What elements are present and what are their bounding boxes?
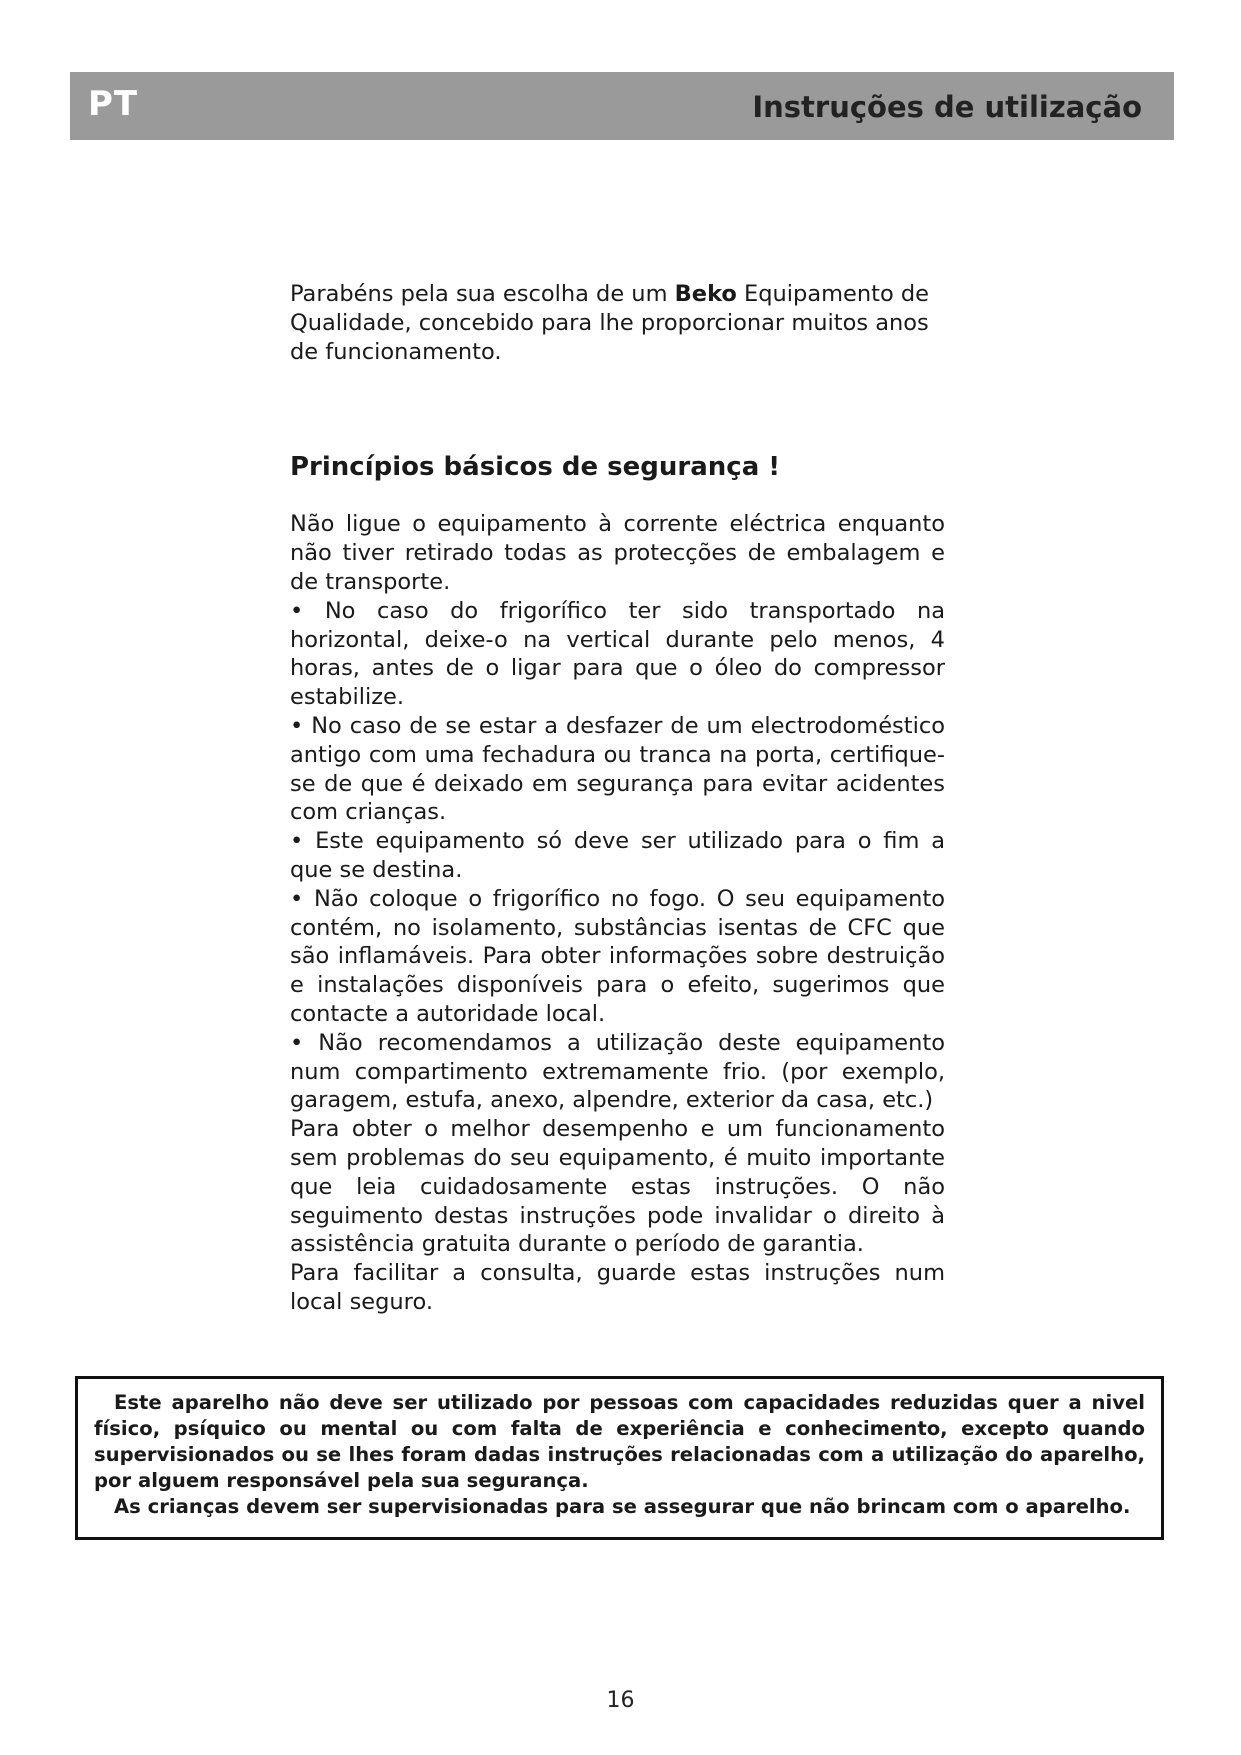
main-content (290, 280, 945, 1317)
document-title: Instruções de utilização (752, 90, 1142, 124)
intro-text-end: Equipamento de Qualidade, concebido para lhe proporcionar muitos anos de funcionamento. (290, 281, 930, 365)
page-number: 16 (606, 1688, 635, 1713)
safety-paragraph: Não ligue o equipamento à corrente eléctrica enquanto não tiver retirado todas as protecções de embalagem e de transporte. (290, 511, 945, 595)
safety-instructions (290, 510, 945, 1316)
safety-bullet: • No caso de se estar a desfazer de um electrodoméstico antigo com uma fechadura ou tranca na porta, certifique-se de que é deixado em segurança para evitar acidentes com crianças. (290, 712, 945, 826)
header-bar (70, 72, 1174, 140)
warning-paragraph: Este aparelho não deve ser utilizado por pessoas com capacidades reduzidas quer a nivel físico, psíquico ou mental ou com falta de experiência e conhecimento, excepto quando supervisionados ou se lhes foram dadas instruções relacionadas com a utilização do aparelho, por alguem responsável pela sua segurança. (94, 1391, 1145, 1492)
safety-bullet: • Este equipamento só deve ser utilizado para o fim a que se destina. (290, 828, 945, 883)
safety-bullet: • Não coloque o frigorífico no fogo. O seu equipamento contém, no isolamento, substâncias isentas de CFC que são inflamáveis. Para obter informações sobre destruição e instalações disponíveis para o efeito, sugerimos que contacte a autoridade local. (290, 885, 945, 1027)
intro-paragraph (290, 280, 945, 366)
warning-box (75, 1376, 1164, 1540)
intro-text-start: Parabéns pela sua escolha de um (290, 281, 675, 307)
safety-bullet: • Não recomendamos a utilização deste equipamento num compartimento extremamente frio. (por exemplo, garagem, estufa, anexo, alpendre, exterior da casa, etc.) (290, 1029, 945, 1114)
safety-bullet: • No caso do frigorífico ter sido transportado na horizontal, deixe-o na vertical durante pelo menos, 4 horas, antes de o ligar para que o óleo do compressor estabilize. (290, 597, 945, 711)
brand-name: Beko (674, 281, 737, 307)
warning-paragraph: As crianças devem ser supervisionadas para se assegurar que não brincam com o aparelho. (114, 1495, 1131, 1518)
safety-paragraph: Para facilitar a consulta, guarde estas instruções num local seguro. (290, 1260, 945, 1315)
language-code: PT (88, 84, 139, 124)
safety-paragraph: Para obter o melhor desempenho e um funcionamento sem problemas do seu equipamento, é muito importante que leia cuidadosamente estas instruções. O não seguimento destas instruções pode invalidar o direito à assistência gratuita durante o período de garantia. (290, 1116, 945, 1258)
safety-heading: Princípios básicos de segurança ! (290, 452, 781, 483)
